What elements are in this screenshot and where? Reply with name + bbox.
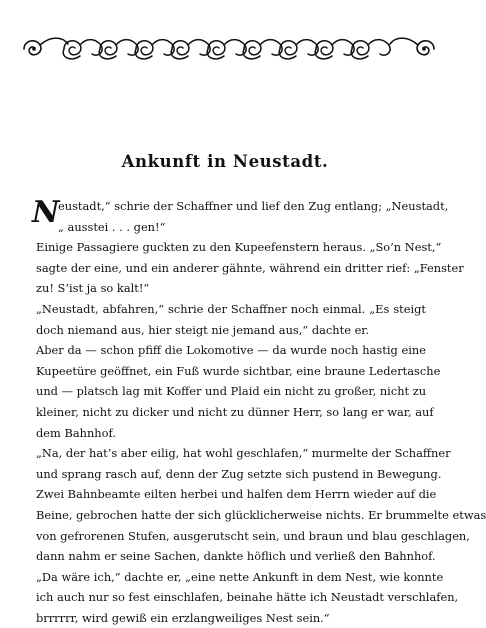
text-line: und — platsch lag mit Koffer und Plaid ein nicht zu großer, nicht zu	[36, 384, 427, 399]
text-line: dann nahm er seine Sachen, dankte höflich und verließ den Bahnhof.	[36, 549, 436, 564]
text-line-content: eustadt,“ schrie der Schaffner und lief den Zug entlang; „Neustadt,	[58, 199, 449, 213]
text-line: sagte der eine, und ein anderer gähnte, während ein dritter rief: „Fenster	[36, 260, 464, 275]
text-line: „Neustadt, abfahren,“ schrie der Schaffner noch einmal. „Es steigt	[36, 301, 426, 316]
drop-cap: N	[32, 195, 60, 230]
text-line: Aber da — schon pfiff die Lokomotive — da wurde noch hastig eine	[36, 343, 426, 358]
text-line: ich auch nur so fest einschlafen, beinahe hätte ich Neustadt verschlafen,	[36, 590, 459, 605]
chapter-title: Ankunft in Neustadt.	[121, 152, 329, 171]
text-line: von gefrorenen Stufen, ausgerutscht sein, und braun und blau geschlagen,	[36, 528, 470, 543]
text-line: „Na, der hat’s aber eilig, hat wohl geschlafen,“ murmelte der Schaffner	[36, 446, 451, 461]
text-line: zu! S’ist ja so kalt!“	[36, 281, 150, 296]
text-line: Einige Passagiere guckten zu den Kupeefenstern heraus. „So’n Nest,“	[36, 240, 442, 255]
text-line: „ ausstei . . . gen!“	[58, 219, 166, 234]
text-line: Beine, gebrochen hatte der sich glücklicherweise nichts. Er brummelte etwas	[36, 507, 486, 522]
text-line: dem Bahnhof.	[36, 425, 116, 440]
text-line: doch niemand aus, hier steigt nie jemand aus,“ dachte er.	[36, 322, 370, 337]
body-text	[32, 195, 486, 628]
text-line: kleiner, nicht zu dicker und nicht zu dünner Herr, so lang er war, auf	[36, 404, 434, 419]
text-line: brrrrrr, wird gewiß ein erzlangweiliges Nest sein.“	[36, 610, 330, 625]
text-line: und sprang rasch auf, denn der Zug setzte sich pustend in Bewegung.	[36, 466, 442, 481]
text-line: Kupeetüre geöffnet, ein Fuß wurde sichtbar, eine braune Ledertasche	[36, 363, 441, 378]
decorative-border-ornament	[20, 34, 438, 64]
text-line: „Da wäre ich,“ dachte er, „eine nette Ankunft in dem Nest, wie konnte	[36, 569, 444, 584]
text-line: Zwei Bahnbeamte eilten herbei und halfen dem Herrn wieder auf die	[36, 487, 437, 502]
